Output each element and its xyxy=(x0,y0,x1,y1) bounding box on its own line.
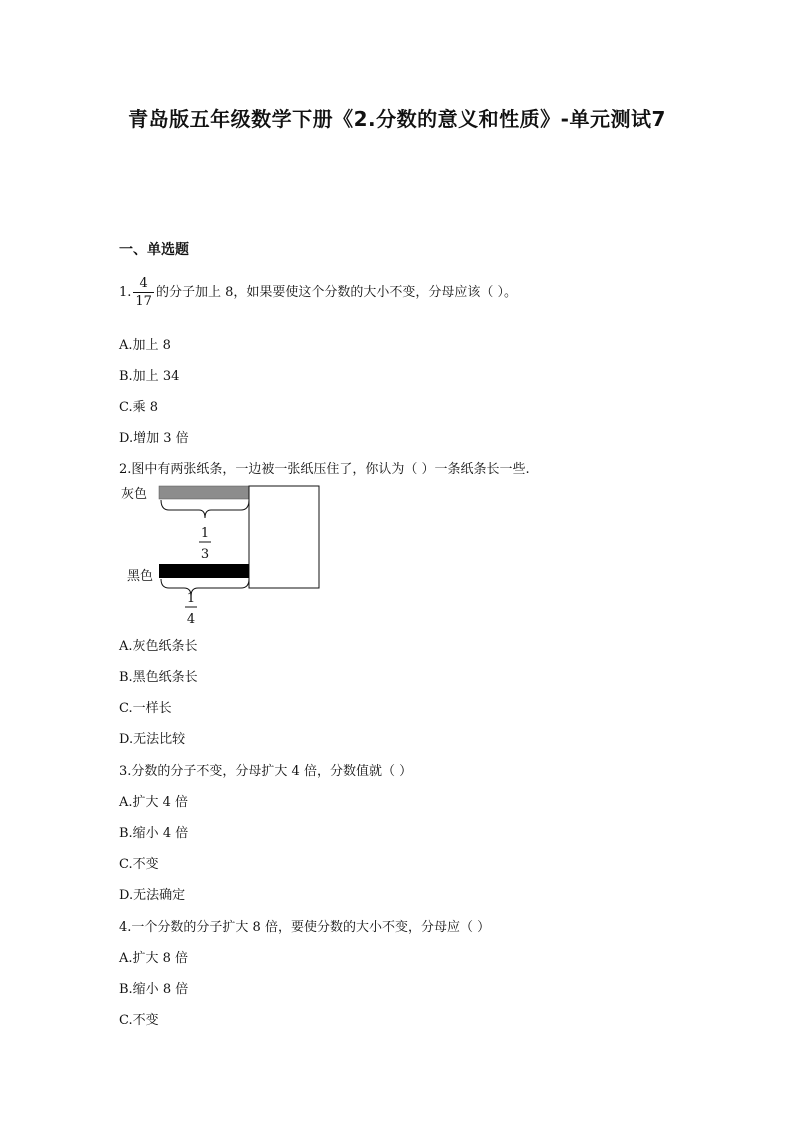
question-1-option-c: C.乘 8 xyxy=(119,400,159,415)
question-2-option-d: D.无法比较 xyxy=(119,732,186,747)
black-strip-label: 黑色 xyxy=(127,569,154,584)
question-1-option-d: D.增加 3 倍 xyxy=(119,431,189,446)
question-1-text: 的分子加上 8，如果要使这个分数的大小不变，分母应该（ ）。 xyxy=(155,285,517,300)
question-3-option-c: C.不变 xyxy=(119,857,159,872)
black-fraction-numerator: 1 xyxy=(186,591,196,606)
covering-paper xyxy=(249,486,319,588)
black-fraction-denominator: 4 xyxy=(186,612,196,627)
black-strip-brace xyxy=(161,579,249,596)
gray-strip-label: 灰色 xyxy=(121,487,148,502)
black-strip xyxy=(159,564,249,578)
fraction-denominator: 17 xyxy=(135,294,152,309)
gray-fraction-numerator: 1 xyxy=(200,526,210,541)
question-3-option-a: A.扩大 4 倍 xyxy=(119,795,189,810)
question-4-option-b: B.缩小 8 倍 xyxy=(119,982,189,997)
question-1-option-a: A.加上 8 xyxy=(119,338,171,353)
question-4-option-c: C.不变 xyxy=(119,1013,159,1028)
question-4-option-a: A.扩大 8 倍 xyxy=(119,951,189,966)
gray-strip-brace xyxy=(161,500,249,518)
question-1-fraction xyxy=(133,276,154,309)
question-3-text: 3.分数的分子不变，分母扩大 4 倍，分数值就（ ） xyxy=(119,764,413,779)
question-1-number: 1. xyxy=(119,285,132,300)
question-1 xyxy=(119,276,517,309)
fraction-bar xyxy=(133,292,154,293)
question-4-text: 4.一个分数的分子扩大 8 倍，要使分数的大小不变，分母应（ ） xyxy=(119,920,491,935)
question-3-option-b: B.缩小 4 倍 xyxy=(119,826,189,841)
question-2-text: 2.图中有两张纸条，一边被一张纸压住了，你认为（ ）一条纸条长一些. xyxy=(119,462,530,477)
paper-strips-figure xyxy=(115,480,335,630)
question-2-option-b: B.黑色纸条长 xyxy=(119,670,198,685)
fraction-numerator: 4 xyxy=(139,276,148,291)
page-title: 青岛版五年级数学下册《2.分数的意义和性质》-单元测试7 xyxy=(128,107,666,131)
question-2-option-c: C.一样长 xyxy=(119,701,172,716)
section-heading: 一、单选题 xyxy=(119,242,189,258)
gray-fraction-denominator: 3 xyxy=(200,547,210,562)
question-2-option-a: A.灰色纸条长 xyxy=(119,639,198,654)
question-1-option-b: B.加上 34 xyxy=(119,369,180,384)
gray-strip xyxy=(159,486,249,499)
question-3-option-d: D.无法确定 xyxy=(119,888,186,903)
